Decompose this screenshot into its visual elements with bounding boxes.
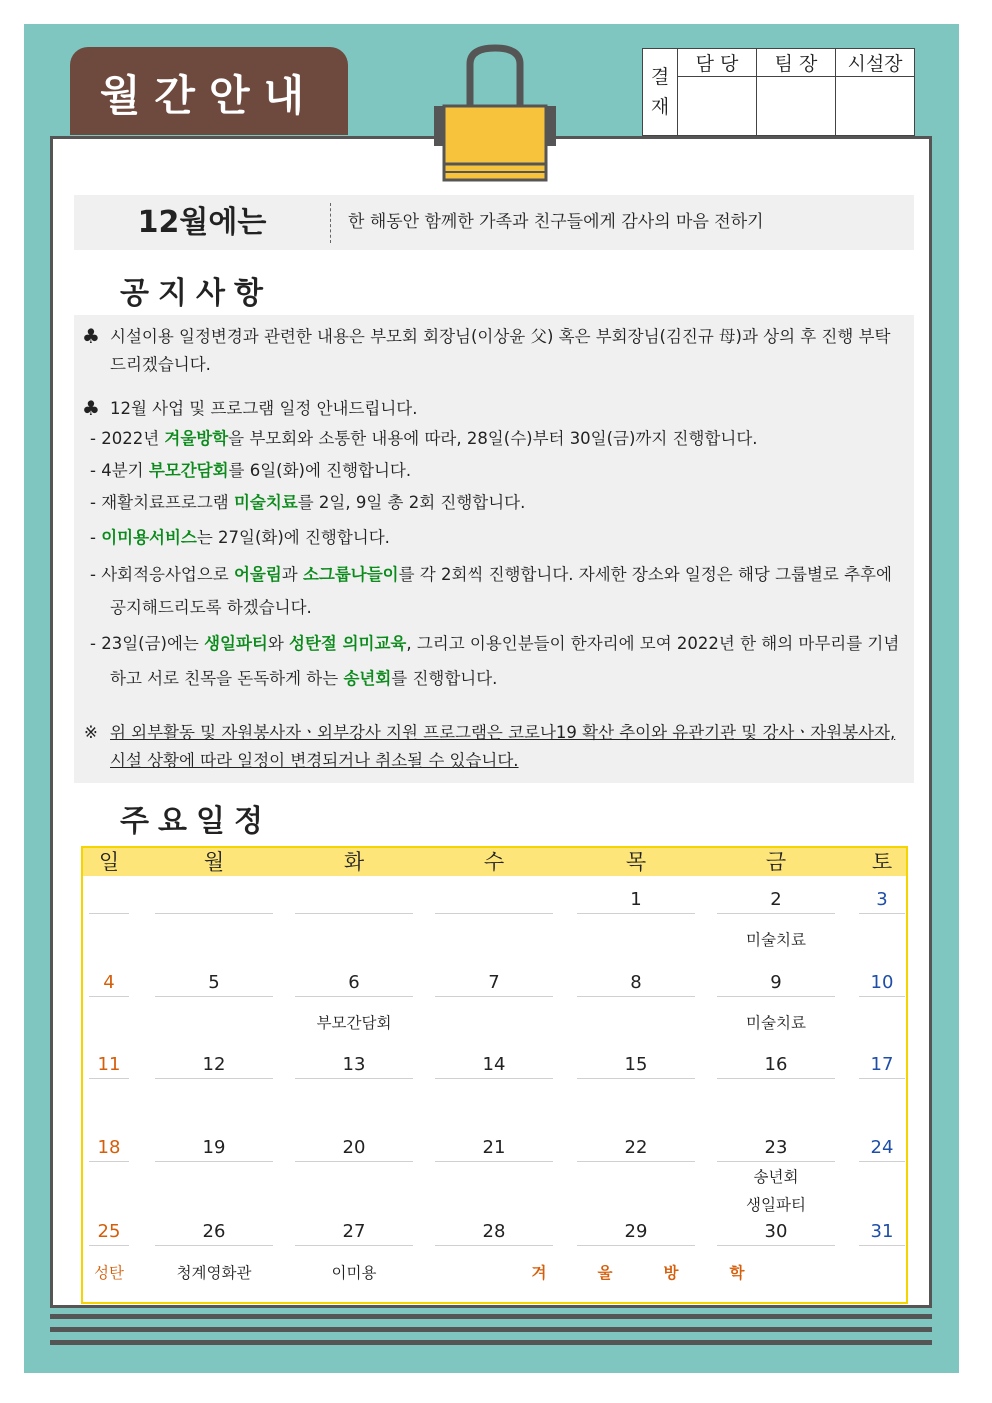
calendar-date-cell: 28 [435, 1219, 553, 1246]
calendar-date-cell: 14 [435, 1052, 553, 1079]
notice-sub-social-line1: - 사회적응사업으로 어울림과 소그룹나들이를 각 2회씩 진행합니다. 자세한 장소와 일정은 해당 그룹별로 추후에 [90, 565, 892, 584]
calendar-date-cell [155, 887, 273, 914]
calendar-date-cell: 3 [859, 887, 905, 914]
approval-box [642, 48, 915, 136]
calendar-date-cell: 9 [717, 970, 835, 997]
calendar-date-cell: 24 [859, 1135, 905, 1162]
calendar-event: 청계영화관 [176, 1264, 252, 1282]
calendar-date-cell: 13 [295, 1052, 413, 1079]
notice-sub-parent-meeting: - 4분기 부모간담회를 6일(화)에 진행합니다. [90, 461, 412, 480]
day-header-sat: 토 [871, 850, 893, 874]
calendar-header [83, 848, 906, 876]
calendar-date-cell [435, 887, 553, 914]
notice-sub-art-therapy: - 재활치료프로그램 미술치료를 2일, 9일 총 2회 진행합니다. [90, 493, 526, 512]
calendar-date-cell: 31 [859, 1219, 905, 1246]
calendar-date-cell: 5 [155, 970, 273, 997]
calendar-date-cell: 2 [717, 887, 835, 914]
notice-sub-party-line1: - 23일(금)에는 생일파티와 성탄절 의미교육, 그리고 이용인분들이 한자리에 모여 2022년 한 해의 마무리를 기념 [90, 634, 900, 653]
calendar-date-cell: 20 [295, 1135, 413, 1162]
calendar-date-cell: 8 [577, 970, 695, 997]
day-header-mon: 월 [203, 850, 225, 874]
bottom-stripe [50, 1340, 932, 1345]
calendar [81, 846, 908, 1304]
approval-sign-team-lead[interactable] [757, 77, 836, 136]
calendar-date-cell: 22 [577, 1135, 695, 1162]
calendar-event: 생일파티 [746, 1196, 806, 1214]
calendar-event: 미술치료 [746, 931, 806, 949]
vacation-label-char: 학 [729, 1264, 745, 1282]
calendar-date-cell: 17 [859, 1052, 905, 1079]
notice-item-2: 12월 사업 및 프로그램 일정 안내드립니다. [110, 399, 418, 418]
page-title: 월간안내 [99, 71, 319, 120]
theme-divider [330, 203, 331, 243]
calendar-date-cell: 30 [717, 1219, 835, 1246]
calendar-date-cell: 19 [155, 1135, 273, 1162]
approval-sign-director[interactable] [836, 77, 915, 136]
notice-item-1-line2: 드리겠습니다. [110, 355, 211, 374]
binder-clip-icon [430, 44, 560, 184]
approval-role-manager: 담 당 [678, 49, 757, 77]
caution-mark: ※ [84, 723, 98, 742]
notice-sub-social-line2: 공지해드리도록 하겠습니다. [110, 598, 312, 617]
day-header-thu: 목 [625, 850, 647, 874]
day-header-fri: 금 [765, 850, 787, 874]
notice-sub-beauty: - 이미용서비스는 27일(화)에 진행합니다. [90, 528, 390, 547]
theme-month-label: 12월에는 [137, 205, 267, 240]
day-header-tue: 화 [343, 850, 365, 874]
approval-role-team-lead: 팀 장 [757, 49, 836, 77]
day-header-wed: 수 [483, 850, 505, 874]
calendar-event: 송년회 [753, 1168, 799, 1186]
calendar-date-cell: 10 [859, 970, 905, 997]
bottom-stripe [50, 1327, 932, 1332]
calendar-event: 이미용 [331, 1264, 377, 1282]
calendar-event: 미술치료 [746, 1014, 806, 1032]
club-icon: ♣ [82, 324, 100, 348]
calendar-date-cell [89, 887, 129, 914]
calendar-date-cell: 12 [155, 1052, 273, 1079]
notice-sub-party-line2: 하고 서로 친목을 돈독하게 하는 송년회를 진행합니다. [110, 669, 498, 688]
calendar-event: 성탄 [94, 1264, 124, 1282]
notice-title: 공지사항 [120, 276, 272, 311]
caution-line2: 시설 상황에 따라 일정이 변경되거나 취소될 수 있습니다. [110, 751, 519, 770]
calendar-date-cell [295, 887, 413, 914]
calendar-date-cell: 23 [717, 1135, 835, 1162]
calendar-date-cell: 6 [295, 970, 413, 997]
day-header-sun: 일 [98, 850, 120, 874]
theme-text: 한 해동안 함께한 가족과 친구들에게 감사의 마음 전하기 [348, 212, 764, 232]
calendar-date-cell: 16 [717, 1052, 835, 1079]
approval-role-director: 시설장 [836, 49, 915, 77]
calendar-date-cell: 21 [435, 1135, 553, 1162]
calendar-date-cell: 15 [577, 1052, 695, 1079]
notice-sub-vacation: - 2022년 겨울방학을 부모회와 소통한 내용에 따라, 28일(수)부터 30일(금)까지 진행합니다. [90, 429, 758, 448]
calendar-date-cell: 11 [89, 1052, 129, 1079]
calendar-event: 부모간담회 [316, 1014, 392, 1032]
notice-box [74, 315, 914, 783]
calendar-date-cell: 29 [577, 1219, 695, 1246]
calendar-date-cell: 4 [89, 970, 129, 997]
vacation-label-char: 방 [663, 1264, 679, 1282]
vacation-label-char: 겨 [531, 1264, 547, 1282]
monthly-theme-bar [74, 195, 914, 250]
caution-line1: 위 외부활동 및 자원봉사자ㆍ외부강사 지원 프로그램은 코로나19 확산 추이와 유관기관 및 강사ㆍ자원봉사자, [110, 723, 896, 742]
calendar-date-cell: 26 [155, 1219, 273, 1246]
approval-label: 결 재 [643, 49, 678, 136]
club-icon: ♣ [82, 396, 100, 420]
vacation-label-char: 울 [597, 1264, 613, 1282]
notice-item-1-line1: 시설이용 일정변경과 관련한 내용은 부모회 회장님(이상윤 父) 혹은 부회장님(김진규 母)과 상의 후 진행 부탁 [110, 327, 891, 346]
calendar-date-cell: 18 [89, 1135, 129, 1162]
calendar-date-cell: 1 [577, 887, 695, 914]
schedule-title: 주요일정 [120, 804, 272, 839]
title-tab [70, 47, 348, 135]
bottom-stripe [50, 1314, 932, 1319]
calendar-date-cell: 7 [435, 970, 553, 997]
approval-sign-manager[interactable] [678, 77, 757, 136]
calendar-date-cell: 25 [89, 1219, 129, 1246]
calendar-date-cell: 27 [295, 1219, 413, 1246]
